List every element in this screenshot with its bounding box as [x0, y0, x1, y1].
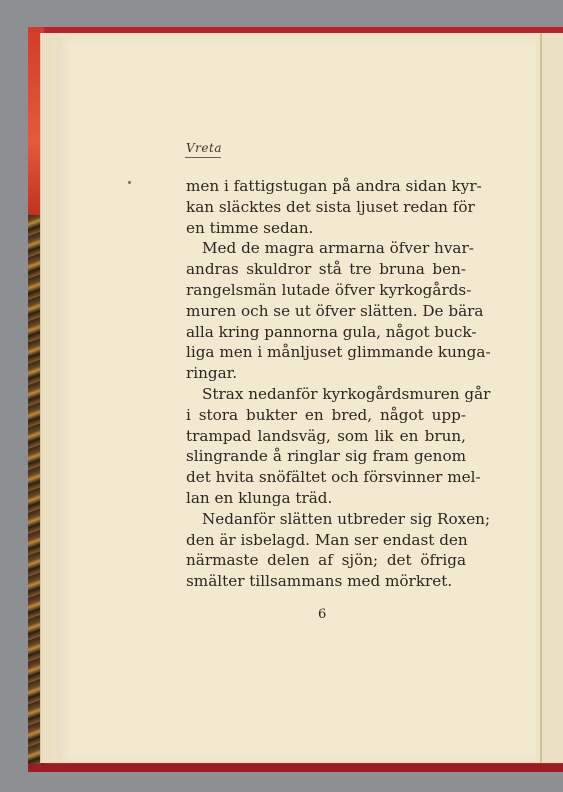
text-line: kan släcktes det sista ljuset redan för	[186, 197, 475, 216]
text-line: närmaste delen af sjön; det öfriga	[186, 551, 466, 570]
text-line: en timme sedan.	[186, 218, 314, 237]
text-line: alla kring pannorna gula, något buck-	[186, 322, 477, 341]
text-line: trampad landsväg, som lik en brun,	[186, 426, 466, 445]
facing-page-edge	[540, 33, 563, 763]
text-line: men i fattigstugan på andra sidan kyr-	[186, 177, 482, 195]
header-rule	[185, 157, 221, 158]
text-line: lan en klunga träd.	[186, 488, 333, 507]
text-line: rangelsmän lutade öfver kyrkogårds-	[186, 280, 472, 299]
text-line: slingrande å ringlar sig fram genom	[186, 447, 466, 466]
text-line: andras skuldror stå tre bruna ben-	[186, 260, 466, 279]
page-number: 6	[318, 607, 327, 622]
text-line: liga men i månljuset glimmande kunga-	[186, 343, 491, 362]
text-line: smälter tillsammans med mörkret.	[186, 572, 453, 591]
text-line: det hvita snöfältet och försvinner mel-	[186, 468, 481, 487]
ink-speck	[128, 181, 131, 184]
text-line: Nedanför slätten utbreder sig Roxen;	[202, 509, 491, 528]
text-line: den är isbelagd. Man ser endast den	[186, 530, 468, 549]
cover-bottom-edge	[28, 764, 563, 772]
text-line: Strax nedanför kyrkogårdsmuren går	[202, 384, 491, 403]
text-line: i stora bukter en bred, något upp-	[186, 405, 466, 424]
text-line: ringar.	[186, 364, 238, 383]
running-header: Vreta	[186, 141, 222, 155]
text-line: Med de magra armarna öfver hvar-	[202, 239, 474, 258]
text-line: muren och se ut öfver slätten. De bära	[186, 301, 484, 320]
body-text	[186, 176, 491, 592]
